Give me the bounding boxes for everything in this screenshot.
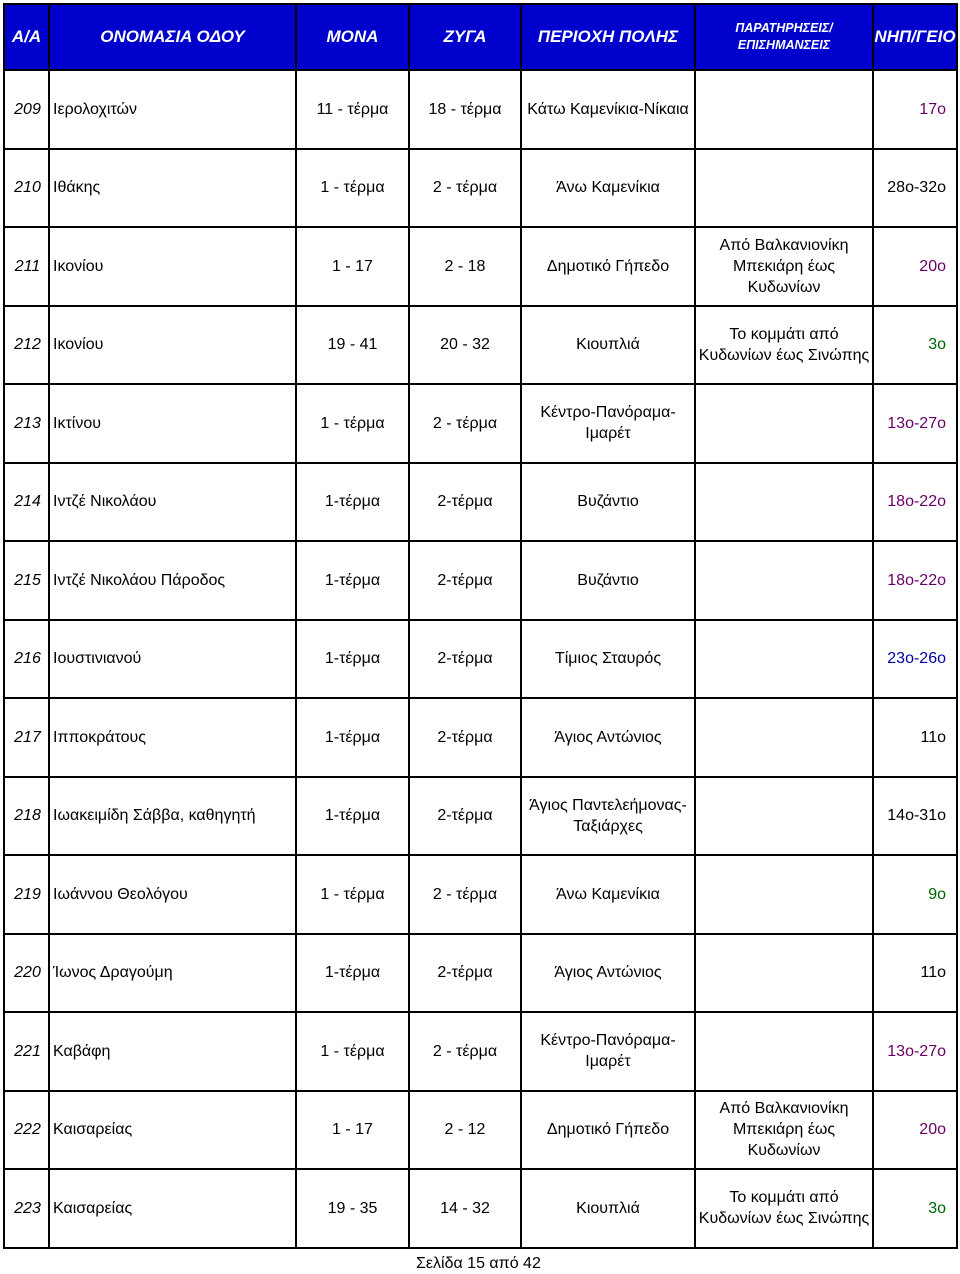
cell-street: Ιντζέ Νικολάου Πάροδος: [49, 541, 296, 620]
table-row: [4, 620, 957, 699]
table-row: [4, 306, 957, 385]
cell-street: Ικονίου: [49, 227, 296, 306]
cell-odd: 1-τέρμα: [296, 777, 409, 856]
cell-notes: Το κομμάτι από Κυδωνίων έως Σινώπης: [695, 1169, 873, 1248]
header-even: ΖΥΓΑ: [409, 4, 521, 70]
cell-school: 18ο-22ο: [873, 463, 957, 542]
cell-aa: 211: [4, 227, 49, 306]
cell-street: Ιωακειμίδη Σάββα, καθηγητή: [49, 777, 296, 856]
cell-odd: 1 - τέρμα: [296, 384, 409, 463]
table-row: [4, 149, 957, 228]
cell-street: Ίωνος Δραγούμη: [49, 934, 296, 1013]
cell-school: 20ο: [873, 227, 957, 306]
cell-even: 2-τέρμα: [409, 934, 521, 1013]
cell-aa: 217: [4, 698, 49, 777]
cell-street: Ιωάννου Θεολόγου: [49, 855, 296, 934]
cell-even: 2 - 12: [409, 1091, 521, 1170]
cell-notes: Από Βαλκανιονίκη Μπεκιάρη έως Κυδωνίων: [695, 227, 873, 306]
cell-school: 11ο: [873, 934, 957, 1013]
cell-area: Άγιος Παντελεήμονας-Ταξιάρχες: [521, 777, 695, 856]
cell-aa: 223: [4, 1169, 49, 1248]
table-row: [4, 855, 957, 934]
cell-notes: [695, 1012, 873, 1091]
cell-street: Ιπποκράτους: [49, 698, 296, 777]
cell-even: 2 - τέρμα: [409, 149, 521, 228]
cell-notes: [695, 934, 873, 1013]
cell-even: 2-τέρμα: [409, 698, 521, 777]
table-row: [4, 463, 957, 542]
cell-notes: [695, 698, 873, 777]
cell-odd: 1-τέρμα: [296, 620, 409, 699]
cell-aa: 212: [4, 306, 49, 385]
cell-even: 2-τέρμα: [409, 777, 521, 856]
cell-notes: [695, 777, 873, 856]
table-row: [4, 698, 957, 777]
cell-notes: [695, 384, 873, 463]
cell-aa: 221: [4, 1012, 49, 1091]
page-footer: Σελίδα 15 από 42: [416, 1255, 541, 1272]
cell-even: 2-τέρμα: [409, 620, 521, 699]
cell-area: Βυζάντιο: [521, 541, 695, 620]
cell-odd: 11 - τέρμα: [296, 70, 409, 149]
cell-school: 13ο-27ο: [873, 1012, 957, 1091]
cell-notes: [695, 620, 873, 699]
cell-street: Ικονίου: [49, 306, 296, 385]
cell-street: Ικτίνου: [49, 384, 296, 463]
cell-odd: 19 - 41: [296, 306, 409, 385]
header-area: ΠΕΡΙΟΧΗ ΠΟΛΗΣ: [521, 4, 695, 70]
table-row: [4, 777, 957, 856]
cell-area: Κιουπλιά: [521, 1169, 695, 1248]
cell-notes: Το κομμάτι από Κυδωνίων έως Σινώπης: [695, 306, 873, 385]
table-row: [4, 227, 957, 306]
cell-school: 3ο: [873, 1169, 957, 1248]
cell-school: 18ο-22ο: [873, 541, 957, 620]
cell-even: 2-τέρμα: [409, 541, 521, 620]
cell-aa: 219: [4, 855, 49, 934]
cell-aa: 213: [4, 384, 49, 463]
cell-area: Κέντρο-Πανόραμα-Ιμαρέτ: [521, 1012, 695, 1091]
cell-notes: Από Βαλκανιονίκη Μπεκιάρη έως Κυδωνίων: [695, 1091, 873, 1170]
table-row: [4, 1091, 957, 1170]
cell-aa: 210: [4, 149, 49, 228]
cell-even: 2-τέρμα: [409, 463, 521, 542]
cell-area: Άγιος Αντώνιος: [521, 698, 695, 777]
cell-aa: 215: [4, 541, 49, 620]
cell-area: Δημοτικό Γήπεδο: [521, 227, 695, 306]
cell-odd: 1 - 17: [296, 227, 409, 306]
cell-notes: [695, 149, 873, 228]
cell-aa: 214: [4, 463, 49, 542]
cell-even: 20 - 32: [409, 306, 521, 385]
cell-area: Βυζάντιο: [521, 463, 695, 542]
cell-school: 13ο-27ο: [873, 384, 957, 463]
cell-odd: 1-τέρμα: [296, 698, 409, 777]
cell-area: Δημοτικό Γήπεδο: [521, 1091, 695, 1170]
cell-street: Καισαρείας: [49, 1091, 296, 1170]
cell-area: Κάτω Καμενίκια-Νίκαια: [521, 70, 695, 149]
table-row: [4, 384, 957, 463]
cell-street: Ιντζέ Νικολάου: [49, 463, 296, 542]
cell-street: Ιουστινιανού: [49, 620, 296, 699]
header-school: ΝΗΠ/ΓΕΙΟ: [873, 4, 957, 70]
cell-notes: [695, 541, 873, 620]
cell-school: 11ο: [873, 698, 957, 777]
cell-school: 20ο: [873, 1091, 957, 1170]
cell-odd: 1-τέρμα: [296, 463, 409, 542]
cell-odd: 1 - τέρμα: [296, 1012, 409, 1091]
cell-street: Καβάφη: [49, 1012, 296, 1091]
cell-odd: 1 - τέρμα: [296, 149, 409, 228]
cell-even: 2 - 18: [409, 227, 521, 306]
header-row: [4, 4, 957, 70]
cell-even: 2 - τέρμα: [409, 1012, 521, 1091]
cell-school: 3ο: [873, 306, 957, 385]
cell-area: Κέντρο-Πανόραμα-Ιμαρέτ: [521, 384, 695, 463]
cell-street: Ιθάκης: [49, 149, 296, 228]
cell-aa: 216: [4, 620, 49, 699]
cell-even: 18 - τέρμα: [409, 70, 521, 149]
cell-school: 9ο: [873, 855, 957, 934]
header-odd: ΜΟΝΑ: [296, 4, 409, 70]
table-row: [4, 934, 957, 1013]
cell-notes: [695, 70, 873, 149]
cell-area: Κιουπλιά: [521, 306, 695, 385]
cell-notes: [695, 855, 873, 934]
cell-aa: 218: [4, 777, 49, 856]
table-row: [4, 70, 957, 149]
cell-school: 17ο: [873, 70, 957, 149]
cell-odd: 19 - 35: [296, 1169, 409, 1248]
cell-school: 23ο-26ο: [873, 620, 957, 699]
cell-odd: 1 - 17: [296, 1091, 409, 1170]
cell-even: 2 - τέρμα: [409, 384, 521, 463]
cell-even: 2 - τέρμα: [409, 855, 521, 934]
cell-street: Καισαρείας: [49, 1169, 296, 1248]
cell-notes: [695, 463, 873, 542]
cell-area: Άγιος Αντώνιος: [521, 934, 695, 1013]
cell-school: 14ο-31ο: [873, 777, 957, 856]
cell-odd: 1 - τέρμα: [296, 855, 409, 934]
header-aa: Α/Α: [4, 4, 49, 70]
streets-table: [3, 3, 958, 1249]
cell-area: Άνω Καμενίκια: [521, 149, 695, 228]
cell-area: Τίμιος Σταυρός: [521, 620, 695, 699]
header-notes: ΠΑΡΑΤΗΡΗΣΕΙΣ/ ΕΠΙΣΗΜΑΝΣΕΙΣ: [695, 4, 873, 70]
table-row: [4, 1169, 957, 1248]
cell-even: 14 - 32: [409, 1169, 521, 1248]
cell-odd: 1-τέρμα: [296, 934, 409, 1013]
table-row: [4, 1012, 957, 1091]
cell-aa: 222: [4, 1091, 49, 1170]
cell-aa: 220: [4, 934, 49, 1013]
cell-aa: 209: [4, 70, 49, 149]
cell-school: 28ο-32ο: [873, 149, 957, 228]
table-row: [4, 541, 957, 620]
cell-area: Άνω Καμενίκια: [521, 855, 695, 934]
header-street: ΟΝΟΜΑΣΙΑ ΟΔΟΥ: [49, 4, 296, 70]
cell-street: Ιερολοχιτών: [49, 70, 296, 149]
cell-odd: 1-τέρμα: [296, 541, 409, 620]
